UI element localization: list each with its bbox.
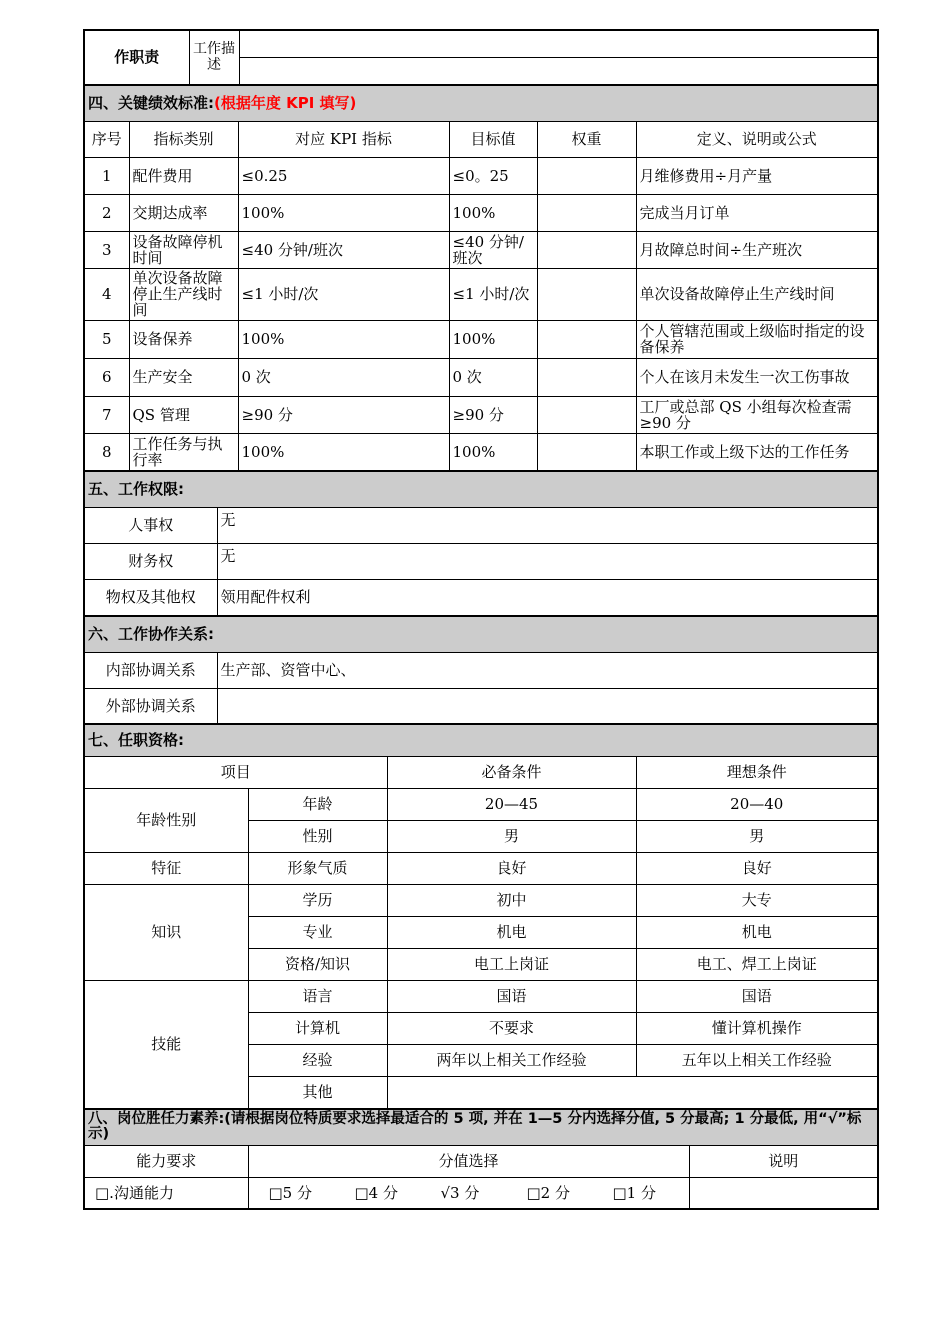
kpi-indicator: ≤40 分钟/班次 [238, 231, 449, 268]
qualification-required: 国语 [387, 980, 636, 1012]
kpi-no: 4 [84, 268, 129, 320]
competency-header: 分值选择 [248, 1145, 689, 1177]
kpi-no: 3 [84, 231, 129, 268]
table-row [84, 507, 878, 543]
qualification-required: 两年以上相关工作经验 [387, 1044, 636, 1076]
qualification-header: 项目 [84, 756, 387, 788]
kpi-table [83, 85, 879, 471]
relations-table [83, 616, 879, 724]
qualification-other-value[interactable] [387, 1076, 878, 1108]
kpi-weight[interactable] [537, 194, 636, 231]
kpi-no: 1 [84, 157, 129, 194]
description-line-2[interactable] [239, 57, 878, 84]
authority-label: 财务权 [84, 543, 217, 579]
authority-value: 无 [217, 507, 878, 543]
table-row [84, 980, 878, 1012]
table-row [84, 396, 878, 433]
qualification-required: 机电 [387, 916, 636, 948]
kpi-weight[interactable] [537, 320, 636, 358]
authority-table [83, 471, 879, 616]
kpi-header: 指标类别 [129, 121, 238, 157]
qualification-table [83, 724, 879, 1109]
table-row [84, 579, 878, 615]
kpi-no: 5 [84, 320, 129, 358]
qualification-required: 良好 [387, 852, 636, 884]
table-row [84, 157, 878, 194]
competency-header: 能力要求 [84, 1145, 248, 1177]
kpi-definition: 工厂或总部 QS 小组每次检查需≥90 分 [636, 396, 878, 433]
relation-label: 外部协调关系 [84, 688, 217, 723]
kpi-definition: 月维修费用÷月产量 [636, 157, 878, 194]
table-row [84, 884, 878, 916]
qualification-item: 计算机 [248, 1012, 387, 1044]
kpi-definition: 个人在该月未发生一次工伤事故 [636, 358, 878, 396]
kpi-definition: 个人管辖范围或上级临时指定的设备保养 [636, 320, 878, 358]
table-row [84, 433, 878, 470]
qualification-item: 性别 [248, 820, 387, 852]
qualification-required: 电工上岗证 [387, 948, 636, 980]
score-option-4[interactable]: □4 分 [354, 1183, 398, 1202]
table-row [84, 852, 878, 884]
kpi-category: 设备保养 [129, 320, 238, 358]
score-options [248, 1177, 689, 1209]
kpi-no: 7 [84, 396, 129, 433]
qualification-header: 必备条件 [387, 756, 636, 788]
kpi-category: 单次设备故障停止生产线时间 [129, 268, 238, 320]
kpi-indicator: 100% [238, 320, 449, 358]
kpi-indicator: ≤1 小时/次 [238, 268, 449, 320]
authority-label: 物权及其他权 [84, 579, 217, 615]
kpi-target: 0 次 [449, 358, 537, 396]
qualification-item: 语言 [248, 980, 387, 1012]
qualification-item: 其他 [248, 1076, 387, 1108]
score-option-3[interactable]: √3 分 [440, 1183, 480, 1202]
qualification-item: 形象气质 [248, 852, 387, 884]
kpi-weight[interactable] [537, 358, 636, 396]
competency-header: 说明 [689, 1145, 878, 1177]
kpi-category: QS 管理 [129, 396, 238, 433]
table-row [84, 543, 878, 579]
qualification-item: 专业 [248, 916, 387, 948]
table-row [84, 268, 878, 320]
kpi-no: 8 [84, 433, 129, 470]
kpi-weight[interactable] [537, 268, 636, 320]
qualification-header: 理想条件 [636, 756, 878, 788]
authority-title: 五、工作权限: [84, 471, 878, 507]
relation-label: 内部协调关系 [84, 652, 217, 688]
qualification-group: 技能 [84, 980, 248, 1108]
table-row [84, 652, 878, 688]
qualification-ideal: 五年以上相关工作经验 [636, 1044, 878, 1076]
kpi-header: 对应 KPI 指标 [238, 121, 449, 157]
kpi-category: 工作任务与执行率 [129, 433, 238, 470]
qualification-required: 初中 [387, 884, 636, 916]
qualification-required: 20—45 [387, 788, 636, 820]
qualification-item: 资格/知识 [248, 948, 387, 980]
kpi-category: 生产安全 [129, 358, 238, 396]
kpi-header: 定义、说明或公式 [636, 121, 878, 157]
kpi-indicator: ≥90 分 [238, 396, 449, 433]
kpi-indicator: 100% [238, 433, 449, 470]
kpi-header: 目标值 [449, 121, 537, 157]
kpi-weight[interactable] [537, 433, 636, 470]
kpi-category: 配件费用 [129, 157, 238, 194]
qualification-required: 不要求 [387, 1012, 636, 1044]
relation-value[interactable] [217, 688, 878, 723]
kpi-indicator: 0 次 [238, 358, 449, 396]
kpi-target: 100% [449, 433, 537, 470]
kpi-note: (根据年度 KPI 填写) [214, 94, 357, 112]
kpi-target: ≥90 分 [449, 396, 537, 433]
kpi-title: 四、关键绩效标准: [88, 94, 214, 112]
relation-value: 生产部、资管中心、 [217, 652, 878, 688]
relations-title: 六、工作协作关系: [84, 616, 878, 652]
duty-table [83, 29, 879, 85]
kpi-indicator: ≤0.25 [238, 157, 449, 194]
qualification-ideal: 男 [636, 820, 878, 852]
work-description-label: 工作描述 [189, 30, 239, 84]
kpi-weight[interactable] [537, 396, 636, 433]
ability-note[interactable] [689, 1177, 878, 1209]
qualification-group: 知识 [84, 884, 248, 980]
qualification-ideal: 国语 [636, 980, 878, 1012]
table-row [84, 194, 878, 231]
kpi-target: 100% [449, 320, 537, 358]
qualification-item: 年龄 [248, 788, 387, 820]
qualification-ideal: 良好 [636, 852, 878, 884]
table-row [84, 1177, 878, 1209]
qualification-title: 七、任职资格: [84, 724, 878, 756]
score-option-5[interactable]: □5 分 [268, 1183, 312, 1202]
competency-title: 八、岗位胜任力素养:(请根据岗位特质要求选择最适合的 5 项, 并在 1—5 分内选择分值, 5 分最高; 1 分最低, 用“√”标示) [84, 1109, 878, 1145]
ability-name: □.沟通能力 [84, 1177, 248, 1209]
kpi-weight[interactable] [537, 157, 636, 194]
kpi-no: 2 [84, 194, 129, 231]
table-row [84, 320, 878, 358]
competency-table [83, 1109, 879, 1211]
kpi-definition: 月故障总时间÷生产班次 [636, 231, 878, 268]
duty-label: 作职责 [84, 30, 189, 84]
kpi-no: 6 [84, 358, 129, 396]
score-option-2[interactable]: □2 分 [526, 1183, 570, 1202]
qualification-group: 年龄性别 [84, 788, 248, 852]
table-row [84, 688, 878, 723]
kpi-definition: 本职工作或上级下达的工作任务 [636, 433, 878, 470]
score-option-1[interactable]: □1 分 [612, 1183, 656, 1202]
kpi-category: 设备故障停机时间 [129, 231, 238, 268]
kpi-category: 交期达成率 [129, 194, 238, 231]
authority-value: 无 [217, 543, 878, 579]
table-row [84, 358, 878, 396]
qualification-ideal: 懂计算机操作 [636, 1012, 878, 1044]
kpi-header: 序号 [84, 121, 129, 157]
table-row [84, 788, 878, 820]
qualification-header-row [84, 756, 878, 788]
qualification-ideal: 机电 [636, 916, 878, 948]
qualification-ideal: 20—40 [636, 788, 878, 820]
authority-label: 人事权 [84, 507, 217, 543]
table-row [84, 231, 878, 268]
qualification-ideal: 电工、焊工上岗证 [636, 948, 878, 980]
description-line-1[interactable] [239, 30, 878, 57]
kpi-target: ≤1 小时/次 [449, 268, 537, 320]
job-description-form [83, 29, 879, 1210]
kpi-header-row [84, 121, 878, 157]
qualification-required: 男 [387, 820, 636, 852]
authority-value: 领用配件权利 [217, 579, 878, 615]
kpi-definition: 单次设备故障停止生产线时间 [636, 268, 878, 320]
kpi-target: ≤0。25 [449, 157, 537, 194]
kpi-indicator: 100% [238, 194, 449, 231]
kpi-weight[interactable] [537, 231, 636, 268]
competency-header-row [84, 1145, 878, 1177]
qualification-group: 特征 [84, 852, 248, 884]
kpi-definition: 完成当月订单 [636, 194, 878, 231]
qualification-item: 经验 [248, 1044, 387, 1076]
kpi-section-title [84, 85, 878, 121]
qualification-ideal: 大专 [636, 884, 878, 916]
kpi-target: 100% [449, 194, 537, 231]
kpi-header: 权重 [537, 121, 636, 157]
kpi-target: ≤40 分钟/班次 [449, 231, 537, 268]
qualification-item: 学历 [248, 884, 387, 916]
